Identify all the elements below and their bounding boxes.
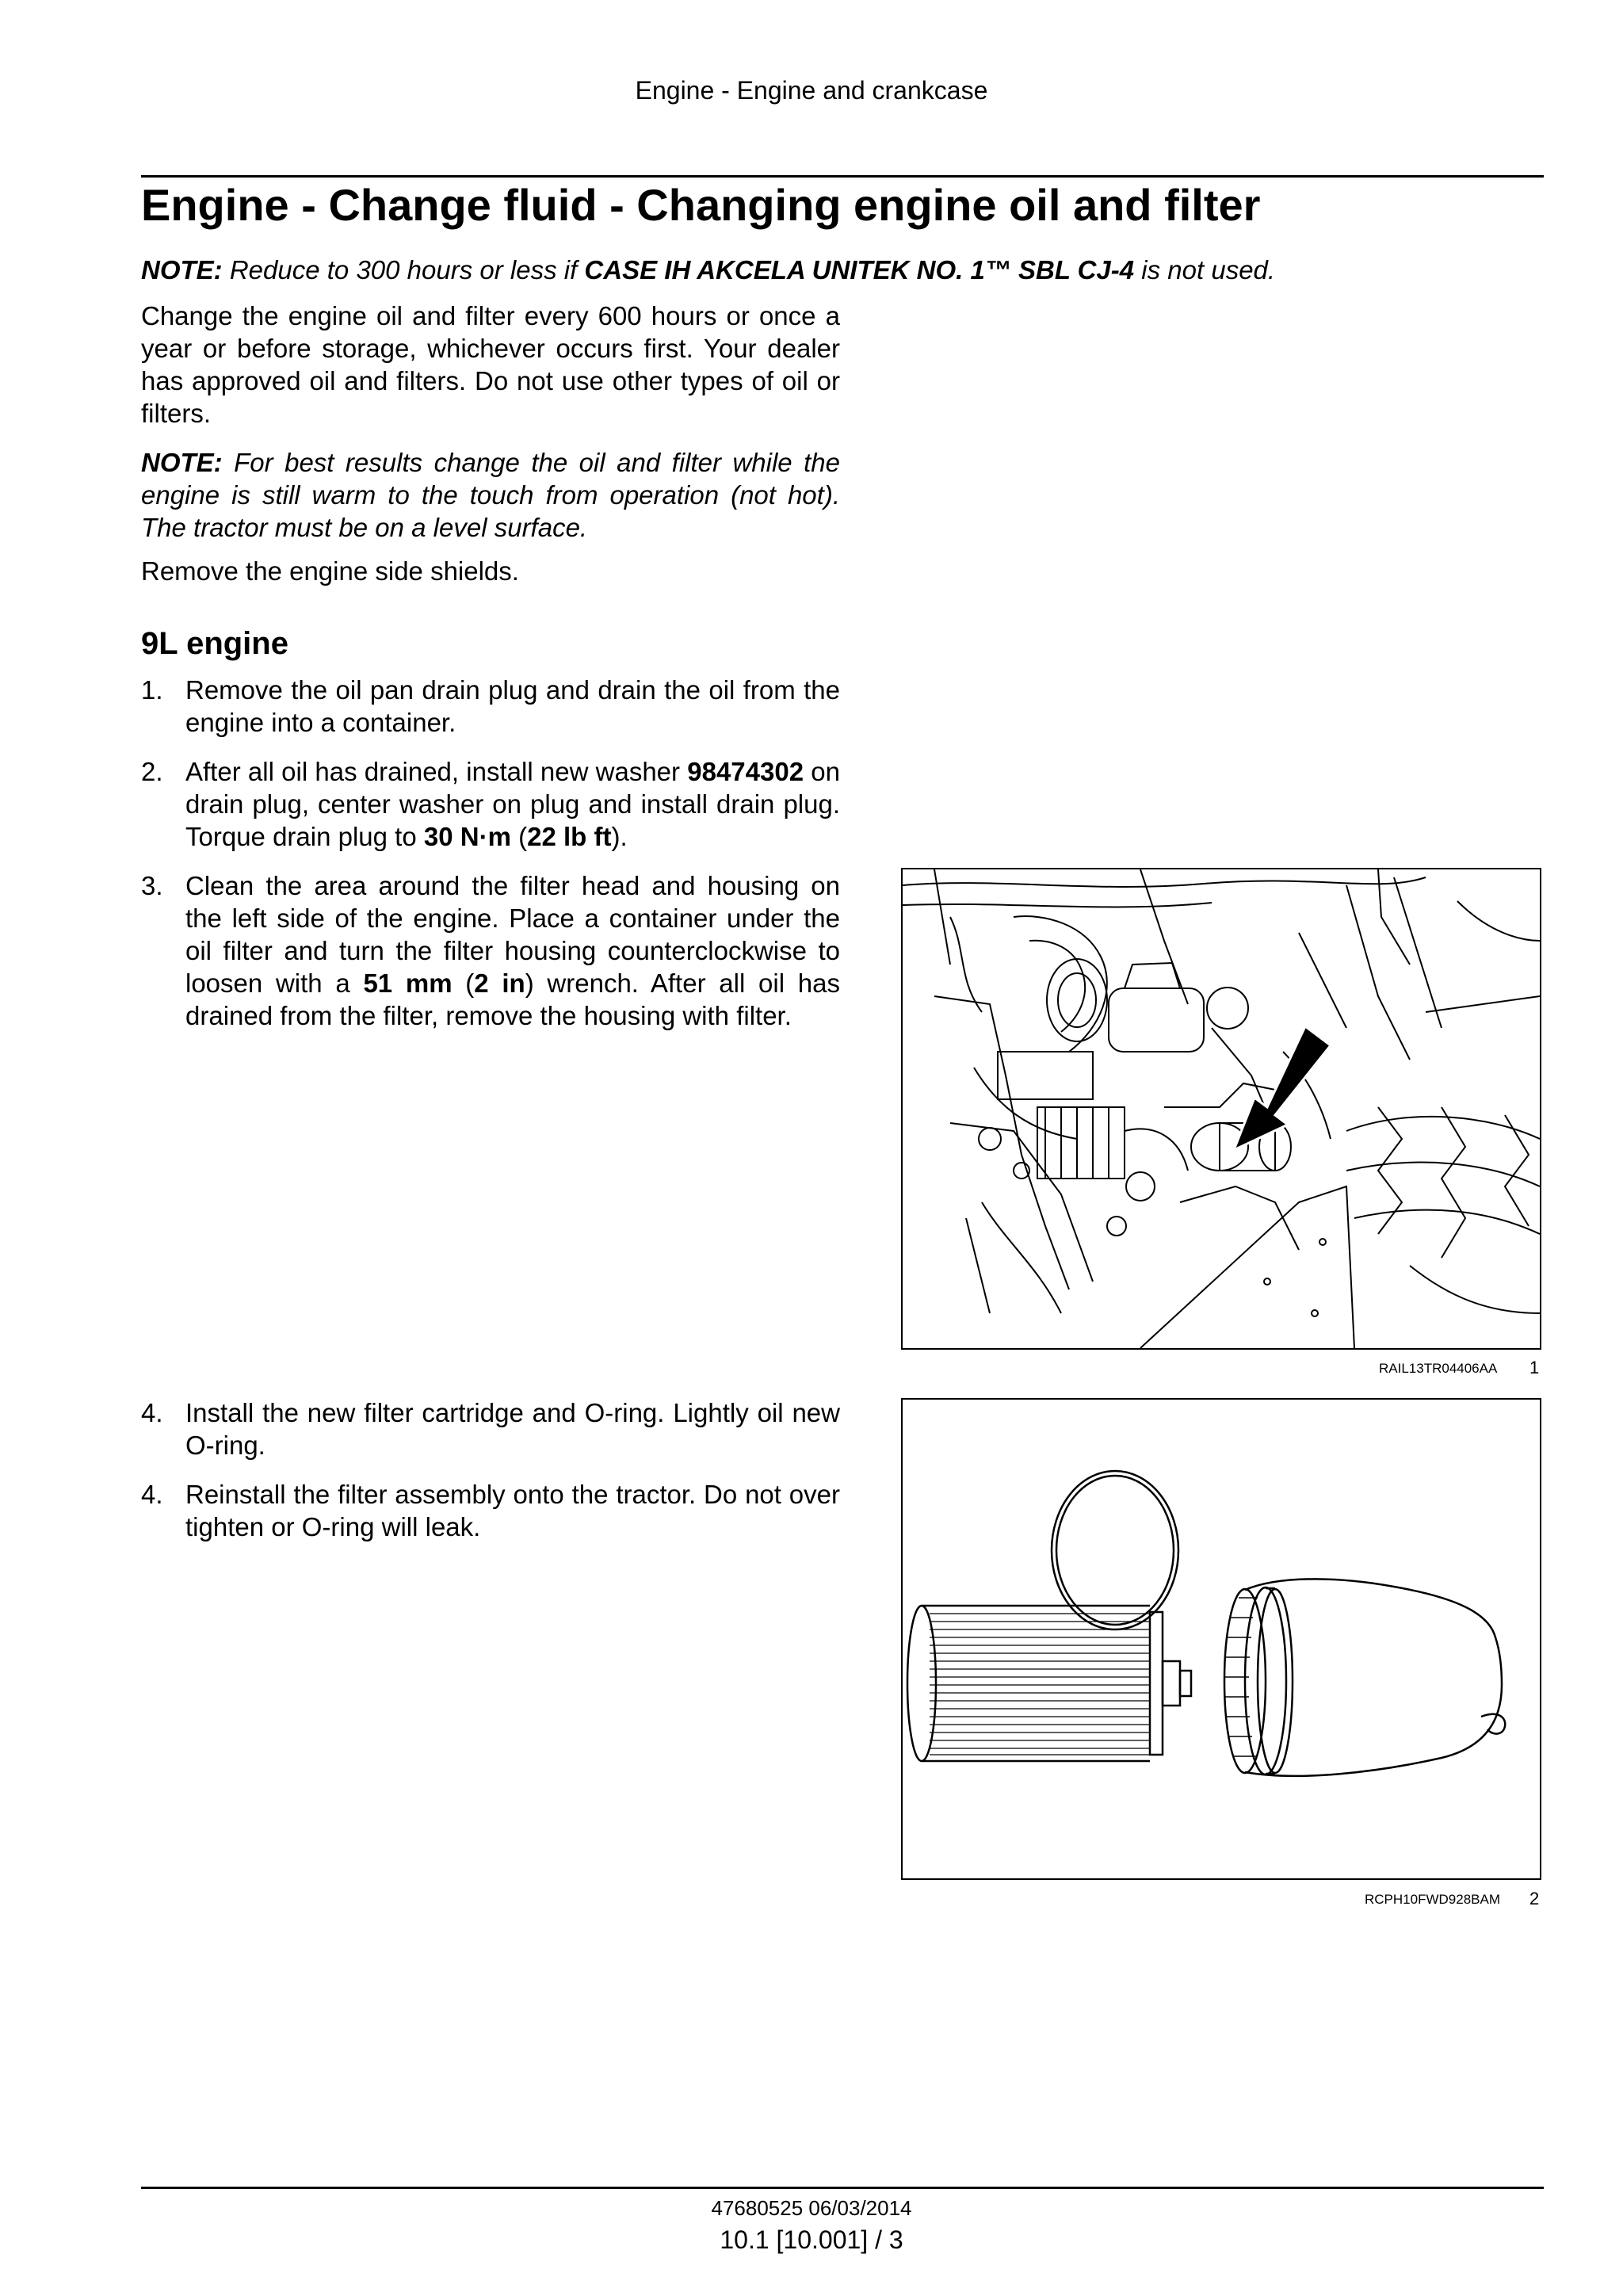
torque-metric: 30 N·m — [423, 822, 511, 851]
wrench-size-metric: 51 mm — [363, 968, 453, 998]
wrench-size-imperial: 2 in — [474, 968, 525, 998]
step-number: 4. — [141, 1398, 163, 1427]
filter-parts-drawing — [903, 1400, 1540, 1878]
footer-doc-code: 47680525 06/03/2014 — [711, 2196, 912, 2220]
remove-shields-text: Remove the engine side shields. — [141, 556, 519, 586]
step-number: 4. — [141, 1480, 163, 1509]
step-text: Remove the oil pan drain plug and drain the oil from the engine into a container. — [185, 675, 840, 737]
engine-line-drawing — [903, 869, 1540, 1348]
torque-imperial: 22 lb ft — [527, 822, 612, 851]
running-header: Engine - Engine and crankcase — [635, 76, 988, 105]
arrow-icon — [1234, 1026, 1331, 1150]
section-title: Engine - Change fluid - Changing engine oil and filter — [141, 180, 1261, 230]
figure-filter-parts — [901, 1398, 1541, 1880]
note-product-name: CASE IH AKCELA UNITEK NO. 1™ SBL CJ-4 — [584, 255, 1135, 285]
note-label: NOTE: — [141, 255, 223, 285]
step-text: After all oil has drained, install new washer 98474302 on drain plug, center washer on plug and install drain plug. Torque drain plug to 30 N·m (22 lb ft). — [185, 757, 840, 851]
note-text-end: is not used. — [1134, 255, 1276, 285]
filter-cartridge-icon — [907, 1606, 1191, 1761]
note-warm-engine — [141, 446, 840, 544]
step-1 — [141, 674, 840, 739]
note-label: NOTE: — [141, 448, 223, 477]
step-number: 1. — [141, 675, 163, 705]
part-number: 98474302 — [687, 757, 804, 786]
filter-housing-icon — [1224, 1579, 1505, 1775]
step-text: Reinstall the filter assembly onto the tractor. Do not over tighten or O-ring will leak. — [185, 1480, 840, 1541]
figure-engine-filter-location — [901, 868, 1541, 1350]
subheading-9l-engine: 9L engine — [141, 626, 288, 661]
step-text: Install the new filter cartridge and O-ring. Lightly oil new O-ring. — [185, 1398, 840, 1460]
figure-2-number: 2 — [1529, 1889, 1540, 1908]
step-4 — [141, 1396, 840, 1461]
footer-page-number: 10.1 [10.001] / 3 — [720, 2225, 903, 2254]
figure-1-number: 1 — [1529, 1358, 1540, 1377]
figure-1-id: RAIL13TR04406AA — [1379, 1361, 1498, 1376]
note-text: Reduce to 300 hours or less if — [222, 255, 585, 285]
note-oil-interval — [141, 255, 1275, 285]
figure-2-id: RCPH10FWD928BAM — [1365, 1892, 1500, 1907]
note-text: For best results change the oil and filter while the engine is still warm to the touch from operation (not hot). The tractor must be on a level surface. — [141, 448, 840, 542]
step-number: 3. — [141, 871, 163, 900]
step-2 — [141, 755, 840, 853]
step-number: 2. — [141, 757, 163, 786]
step-5 — [141, 1478, 840, 1543]
step-3 — [141, 869, 840, 1032]
intro-paragraph: Change the engine oil and filter every 600 hours or once a year or before storage, whichever occurs first. Your dealer has approved oil and filters. Do not use other types of oil or filters. — [141, 301, 840, 428]
footer-rule — [141, 2187, 1544, 2189]
step-text: Clean the area around the filter head and housing on the left side of the engine. Place a container under the oil filter and turn the filter housing counterclockwise to loosen with a 51 mm (2 in) wrench. After all oil has drained from the filter, remove the housing with filter. — [185, 871, 840, 1030]
header-rule — [141, 175, 1544, 178]
